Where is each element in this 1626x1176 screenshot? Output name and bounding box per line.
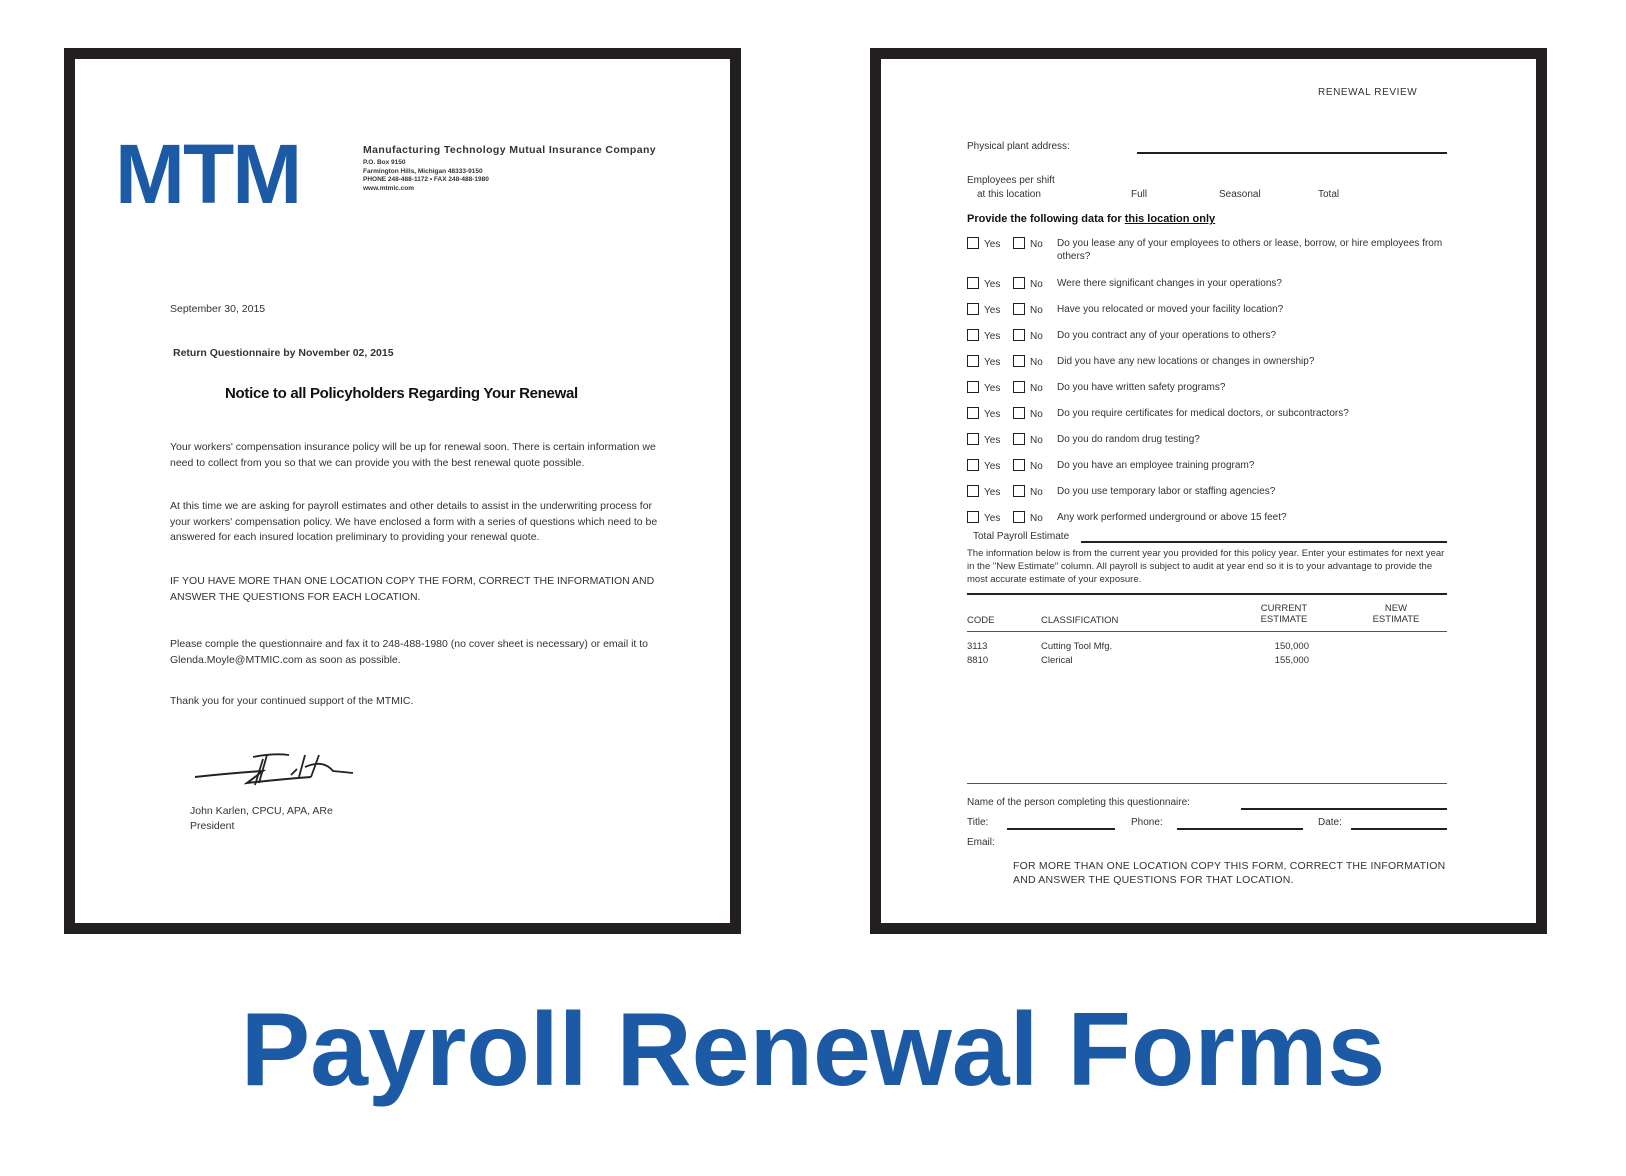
company-name: Manufacturing Technology Mutual Insurance Company xyxy=(363,144,657,156)
yes-option xyxy=(967,381,1000,394)
yes-checkbox[interactable] xyxy=(967,485,979,497)
yes-checkbox[interactable] xyxy=(967,237,979,249)
address-line: www.mtmic.com xyxy=(363,184,415,192)
no-option xyxy=(1013,355,1043,368)
yes-option xyxy=(967,433,1000,446)
no-checkbox[interactable] xyxy=(1013,355,1025,367)
question-row xyxy=(967,329,1447,353)
yes-checkbox[interactable] xyxy=(967,433,979,445)
seasonal-label: Seasonal xyxy=(1219,189,1261,200)
form-header: RENEWAL REVIEW xyxy=(1318,87,1418,98)
no-label: No xyxy=(1030,383,1043,394)
yes-option xyxy=(967,511,1000,524)
no-option xyxy=(1013,407,1043,420)
yes-option xyxy=(967,237,1000,250)
signer-block xyxy=(190,804,690,834)
question-text: Do you have an employee training program? xyxy=(1057,460,1255,471)
yes-checkbox[interactable] xyxy=(967,511,979,523)
yes-label: Yes xyxy=(984,357,1001,368)
no-checkbox[interactable] xyxy=(1013,277,1025,289)
renewal-review-form-page xyxy=(870,48,1547,934)
signer-name: John Karlen, CPCU, APA, ARe xyxy=(190,805,333,817)
title-line[interactable] xyxy=(1007,828,1115,830)
row-classification: Clerical xyxy=(1041,655,1073,666)
yes-checkbox[interactable] xyxy=(967,329,979,341)
row-code: 3113 xyxy=(967,641,988,652)
no-option xyxy=(1013,459,1043,472)
yes-option xyxy=(967,407,1000,420)
col-classification: CLASSIFICATION xyxy=(1041,615,1119,626)
question-text: Do you require certificates for medical doctors, or subcontractors? xyxy=(1057,408,1349,419)
no-label: No xyxy=(1030,461,1043,472)
no-label: No xyxy=(1030,239,1043,250)
row-current-estimate: 155,000 xyxy=(1274,655,1309,666)
address-line: PHONE 248-488-1172 • FAX 248-488-1980 xyxy=(363,176,489,183)
no-label: No xyxy=(1030,305,1043,316)
company-address xyxy=(363,159,713,193)
no-checkbox[interactable] xyxy=(1013,433,1025,445)
question-row xyxy=(967,407,1447,431)
renewal-letter-page xyxy=(64,48,741,934)
no-option xyxy=(1013,381,1043,394)
yes-label: Yes xyxy=(984,383,1001,394)
question-text: Do you have written safety programs? xyxy=(1057,382,1226,393)
yes-option xyxy=(967,485,1000,498)
letterhead xyxy=(115,127,705,221)
question-row xyxy=(967,433,1447,457)
yes-label: Yes xyxy=(984,279,1001,290)
no-label: No xyxy=(1030,331,1043,342)
yes-option xyxy=(967,277,1000,290)
yes-label: Yes xyxy=(984,331,1001,342)
completed-by-line[interactable] xyxy=(1241,808,1447,810)
title-label: Title: xyxy=(967,817,989,828)
info-paragraph: The information below is from the current year you provided for this policy year. Enter your estimates for next year in the "New Estimate" column. All payroll is subject to audit at year end so it is to your advantage to provide the most accurate estimate of your exposure. xyxy=(967,548,1445,585)
no-label: No xyxy=(1030,435,1043,446)
letter-paragraph: Thank you for your continued support of the MTMIC. xyxy=(170,695,414,707)
question-row xyxy=(967,355,1447,379)
letter-paragraph: Your workers' compensation insurance policy will be up for renewal soon. There is certain information we need to collect from you so that we can provide you with the best renewal quote possible. xyxy=(170,441,656,469)
no-checkbox[interactable] xyxy=(1013,381,1025,393)
yes-checkbox[interactable] xyxy=(967,381,979,393)
yes-label: Yes xyxy=(984,239,1001,250)
question-row xyxy=(967,277,1447,301)
table-bottom-rule xyxy=(967,783,1447,784)
yes-option xyxy=(967,329,1000,342)
yes-checkbox[interactable] xyxy=(967,303,979,315)
no-checkbox[interactable] xyxy=(1013,237,1025,249)
row-current-estimate: 150,000 xyxy=(1274,641,1309,652)
no-checkbox[interactable] xyxy=(1013,511,1025,523)
letter-paragraph: Please comple the questionnaire and fax it to 248-488-1980 (no cover sheet is necessary) or email it to Glenda.Moyle@MTMIC.com as soon as possible. xyxy=(170,638,649,666)
no-option xyxy=(1013,237,1043,250)
mtm-logo: MTM xyxy=(115,127,301,221)
question-text: Did you have any new locations or changes in ownership? xyxy=(1057,356,1315,367)
no-label: No xyxy=(1030,357,1043,368)
total-payroll-label: Total Payroll Estimate xyxy=(973,531,1070,542)
table-top-rule xyxy=(967,593,1447,595)
notice-title: Notice to all Policyholders Regarding Your Renewal xyxy=(225,385,578,402)
phone-label: Phone: xyxy=(1131,817,1163,828)
no-checkbox[interactable] xyxy=(1013,303,1025,315)
address-line: P.O. Box 9150 xyxy=(363,159,406,166)
no-label: No xyxy=(1030,409,1043,420)
yes-label: Yes xyxy=(984,409,1001,420)
yes-checkbox[interactable] xyxy=(967,407,979,419)
question-text: Do you lease any of your employees to others or lease, borrow, or hire employees from others? xyxy=(1057,238,1443,262)
question-row xyxy=(967,237,1447,261)
no-option xyxy=(1013,277,1043,290)
yes-checkbox[interactable] xyxy=(967,277,979,289)
no-checkbox[interactable] xyxy=(1013,485,1025,497)
no-checkbox[interactable] xyxy=(1013,459,1025,471)
completed-by-label: Name of the person completing this questionnaire: xyxy=(967,797,1190,808)
question-text: Have you relocated or moved your facility location? xyxy=(1057,304,1284,315)
employees-label: Employees per shift xyxy=(967,175,1055,186)
letter-paragraph: IF YOU HAVE MORE THAN ONE LOCATION COPY THE FORM, CORRECT THE INFORMATION AND ANSWER THE QUESTIONS FOR EACH LOCATION. xyxy=(170,575,655,603)
col-new-estimate: NEW ESTIMATE xyxy=(1372,603,1420,625)
yes-checkbox[interactable] xyxy=(967,459,979,471)
form-footer-note: FOR MORE THAN ONE LOCATION COPY THIS FORM, CORRECT THE INFORMATION AND ANSWER THE QUESTIONS FOR THAT LOCATION. xyxy=(1013,860,1446,886)
signature-image xyxy=(193,747,363,789)
no-checkbox[interactable] xyxy=(1013,329,1025,341)
question-row xyxy=(967,303,1447,327)
no-label: No xyxy=(1030,513,1043,524)
physical-address-label: Physical plant address: xyxy=(967,141,1070,152)
yes-label: Yes xyxy=(984,461,1001,472)
question-text: Any work performed underground or above 15 feet? xyxy=(1057,512,1287,523)
yes-label: Yes xyxy=(984,435,1001,446)
no-label: No xyxy=(1030,487,1043,498)
no-option xyxy=(1013,485,1043,498)
letter-date: September 30, 2015 xyxy=(170,303,266,315)
yes-label: Yes xyxy=(984,305,1001,316)
question-text: Do you use temporary labor or staffing agencies? xyxy=(1057,486,1276,497)
yes-checkbox[interactable] xyxy=(967,355,979,367)
yes-label: Yes xyxy=(984,487,1001,498)
date-label: Date: xyxy=(1318,817,1342,828)
question-text: Do you contract any of your operations to others? xyxy=(1057,330,1277,341)
no-option xyxy=(1013,329,1043,342)
total-label: Total xyxy=(1318,189,1340,200)
full-time-label: Full xyxy=(1131,189,1148,200)
question-text: Do you do random drug testing? xyxy=(1057,434,1200,445)
address-line: Farmington Hills, Michigan 48333-9150 xyxy=(363,167,483,175)
no-label: No xyxy=(1030,279,1043,290)
row-classification: Cutting Tool Mfg. xyxy=(1041,641,1113,652)
return-deadline: Return Questionnaire by November 02, 2015 xyxy=(173,347,394,359)
email-label: Email: xyxy=(967,837,995,848)
col-code: CODE xyxy=(967,615,995,626)
question-row xyxy=(967,485,1447,509)
col-current-estimate: CURRENT ESTIMATE xyxy=(1260,603,1308,625)
question-row xyxy=(967,381,1447,405)
signer-title: President xyxy=(190,820,235,832)
yes-label: Yes xyxy=(984,513,1001,524)
provide-data-heading: Provide the following data for this location only xyxy=(967,213,1216,225)
question-row xyxy=(967,459,1447,483)
page-caption: Payroll Renewal Forms xyxy=(240,992,1386,1108)
letter-paragraph: At this time we are asking for payroll estimates and other details to assist in the underwriting process for your workers' compensation policy. We have enclosed a form with a series of questions which need to be answered for each insured location preliminary to providing your renewal quote. xyxy=(170,500,658,543)
yes-option xyxy=(967,303,1000,316)
yes-option xyxy=(967,459,1000,472)
phone-line[interactable] xyxy=(1177,828,1303,830)
no-option xyxy=(1013,511,1043,524)
total-payroll-line[interactable] xyxy=(1081,541,1447,543)
physical-address-line[interactable] xyxy=(1137,152,1447,154)
employees-label-location: at this location xyxy=(977,189,1041,200)
yes-option xyxy=(967,355,1000,368)
date-line[interactable] xyxy=(1351,828,1447,830)
question-text: Were there significant changes in your operations? xyxy=(1057,278,1282,289)
table-header-rule xyxy=(967,631,1447,632)
company-info xyxy=(363,144,713,193)
no-checkbox[interactable] xyxy=(1013,407,1025,419)
no-option xyxy=(1013,303,1043,316)
no-option xyxy=(1013,433,1043,446)
row-code: 8810 xyxy=(967,655,989,666)
